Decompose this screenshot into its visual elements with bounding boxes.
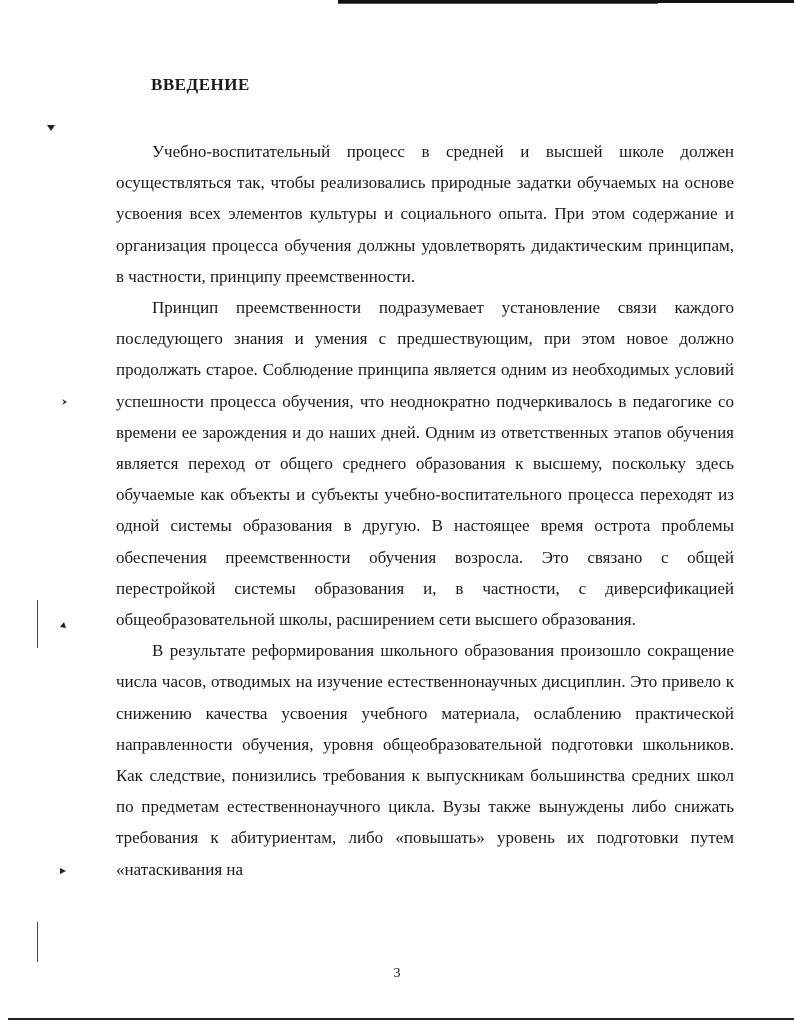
page-number: 3 bbox=[393, 966, 401, 981]
margin-bullet-icon bbox=[47, 125, 55, 131]
margin-bullet-icon bbox=[62, 399, 67, 405]
scan-margin-mark bbox=[37, 600, 38, 648]
body-text bbox=[116, 136, 734, 885]
paragraph: Принцип преемственности подразумевает установление связи каждого последующего знания и умения с предшествующим, при этом новое должно продолжать старое. Соблюдение принципа является одним из необходимых условий успешности процесса обучения, что неоднократно подчеркивалось в педагогике со времени ее зарождения и до наших дней. Одним из ответственных этапов обучения является переход от общего среднего образования к высшему, поскольку здесь обучаемые как объекты и субъекты учебно-воспитательного процесса переходят из одной системы образования в другую. В настоящее время острота проблемы обеспечения преемственности обучения возросла. Это связано с общей перестройкой системы образования и, в частности, с диверсификацией общеобразовательной школы, расширением сети высшего образования. bbox=[116, 298, 734, 630]
margin-bullet-icon bbox=[60, 622, 66, 628]
scan-border-bottom bbox=[8, 1018, 794, 1020]
scan-margin-mark bbox=[37, 922, 38, 962]
margin-bullet-icon bbox=[60, 868, 66, 874]
section-heading: ВВЕДЕНИЕ bbox=[151, 75, 250, 94]
paragraph: В результате реформирования школьного образования произошло сокращение числа часов, отводимых на изучение естественнонаучных дисциплин. Это привело к снижению качества усвоения учебного материала, ослаблению практической направленности обучения, уровня общеобразовательной подготовки школьников. Как следствие, понизились требования к выпускникам большинства средних школ по предметам естественнонаучного цикла. Вузы также вынуждены либо снижать требования к абитуриентам, либо «повышать» уровень их подготовки путем «натаскивания на bbox=[116, 641, 734, 879]
paragraph: Учебно-воспитательный процесс в средней и высшей школе должен осуществляться так, чтобы реализовались природные задатки обучаемых на основе усвоения всех элементов культуры и социального опыта. При этом содержание и организация процесса обучения должны удовлетворять дидактическим принципам, в частности, принципу преемственности. bbox=[116, 142, 734, 286]
scan-border-top-thin bbox=[338, 3, 658, 4]
